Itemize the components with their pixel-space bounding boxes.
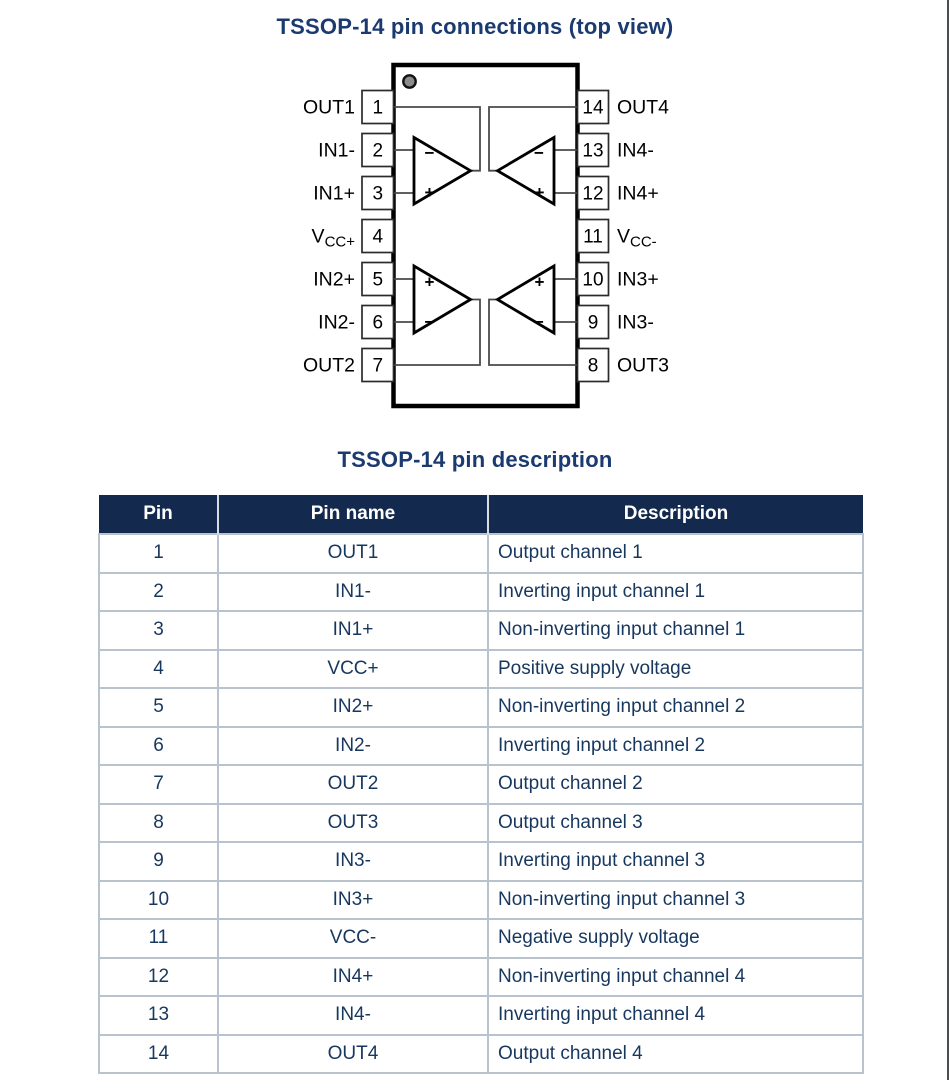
pin-connections-diagram <box>0 0 950 430</box>
cell-name: IN4- <box>218 996 488 1035</box>
pin-label-in2p-text: IN2+ <box>313 268 355 291</box>
pin-label-out2-text: OUT2 <box>302 354 355 377</box>
pin-label-in4m <box>617 140 654 162</box>
pin-label-out4 <box>617 97 669 119</box>
pin-label-out2 <box>303 355 355 377</box>
cell-name: OUT1 <box>218 534 488 573</box>
page-edge-divider <box>947 0 949 1080</box>
opamp2-plus-sign: + <box>424 272 435 292</box>
cell-pin: 6 <box>99 727 218 766</box>
pin-number-2: 2 <box>372 140 384 162</box>
table-row <box>99 765 863 804</box>
cell-name: OUT2 <box>218 765 488 804</box>
cell-name: IN3+ <box>218 881 488 920</box>
cell-name: IN2- <box>218 727 488 766</box>
pin-label-vccp-text: V <box>311 225 325 248</box>
pin-label-in2m <box>318 312 355 334</box>
opamp1-plus-sign: + <box>424 183 435 202</box>
cell-desc: Non-inverting input channel 4 <box>488 958 863 997</box>
header-pin: Pin <box>99 495 218 534</box>
pin-label-in1m-text: IN1- <box>318 139 355 162</box>
pin-label-out1 <box>303 97 355 119</box>
table-row <box>99 611 863 650</box>
pin-label-out3-text: OUT3 <box>617 354 670 377</box>
cell-desc: Output channel 1 <box>488 534 863 573</box>
cell-pin: 5 <box>99 688 218 727</box>
pin-label-in1p-text: IN1+ <box>313 182 355 205</box>
cell-name: OUT4 <box>218 1035 488 1074</box>
pin-label-out1-text: OUT1 <box>302 96 355 119</box>
header-description: Description <box>488 495 863 534</box>
table-row <box>99 804 863 843</box>
table-row <box>99 958 863 997</box>
cell-desc: Inverting input channel 4 <box>488 996 863 1035</box>
cell-pin: 14 <box>99 1035 218 1074</box>
cell-desc: Output channel 4 <box>488 1035 863 1074</box>
pin-label-vccp-sub: CC+ <box>324 233 355 251</box>
cell-pin: 3 <box>99 611 218 650</box>
pin-label-in3p <box>617 269 659 291</box>
cell-name: VCC- <box>218 919 488 958</box>
opamp4-plus-sign: + <box>534 183 545 202</box>
pin-label-in3m <box>617 312 654 334</box>
table-row <box>99 573 863 612</box>
pin-label-out4-text: OUT4 <box>617 96 670 119</box>
pin-label-in4m-text: IN4- <box>617 139 654 162</box>
pin1-orientation-dot-icon <box>403 75 415 87</box>
cell-name: IN1+ <box>218 611 488 650</box>
pin-number-9: 9 <box>587 312 599 334</box>
cell-desc: Non-inverting input channel 3 <box>488 881 863 920</box>
cell-desc: Output channel 3 <box>488 804 863 843</box>
cell-pin: 13 <box>99 996 218 1035</box>
opamp1-minus-sign: − <box>424 143 435 163</box>
cell-desc: Inverting input channel 2 <box>488 727 863 766</box>
cell-name: IN2+ <box>218 688 488 727</box>
pin-number-12: 12 <box>582 183 604 205</box>
cell-pin: 4 <box>99 650 218 689</box>
cell-desc: Output channel 2 <box>488 765 863 804</box>
pin-number-6: 6 <box>372 312 384 334</box>
opamp4-minus-sign: − <box>534 143 544 163</box>
pin-number-5: 5 <box>372 269 384 291</box>
cell-desc: Positive supply voltage <box>488 650 863 689</box>
cell-pin: 10 <box>99 881 218 920</box>
chip-body <box>394 65 578 406</box>
pin-number-8: 8 <box>587 355 599 377</box>
cell-pin: 8 <box>99 804 218 843</box>
table-row <box>99 650 863 689</box>
pin-label-out3 <box>617 355 669 377</box>
cell-desc: Inverting input channel 3 <box>488 842 863 881</box>
cell-name: VCC+ <box>218 650 488 689</box>
pin-number-7: 7 <box>372 355 384 377</box>
opamp3-minus-sign: − <box>534 312 544 332</box>
pin-label-in3m-text: IN3- <box>617 311 654 334</box>
cell-name: OUT3 <box>218 804 488 843</box>
pin-description-title: TSSOP-14 pin description <box>337 447 613 472</box>
pin-number-3: 3 <box>372 183 384 205</box>
cell-desc: Inverting input channel 1 <box>488 573 863 612</box>
pin-description-table <box>98 495 864 1074</box>
pin-number-14: 14 <box>582 97 604 119</box>
pin-label-vccm-text: V <box>617 225 631 248</box>
cell-desc: Non-inverting input channel 2 <box>488 688 863 727</box>
table-header-row <box>99 495 863 534</box>
cell-pin: 7 <box>99 765 218 804</box>
opamp2-minus-sign: − <box>424 312 435 332</box>
header-pin-name: Pin name <box>218 495 488 534</box>
table-row <box>99 727 863 766</box>
pin-label-in2m-text: IN2- <box>318 311 355 334</box>
table-row <box>99 996 863 1035</box>
cell-pin: 9 <box>99 842 218 881</box>
table-row <box>99 881 863 920</box>
pin-label-vccp <box>312 226 356 251</box>
pin-number-1: 1 <box>372 97 384 119</box>
table-row <box>99 534 863 573</box>
cell-pin: 2 <box>99 573 218 612</box>
pin-number-11: 11 <box>583 226 603 248</box>
pin-label-vccm <box>617 226 657 251</box>
pin-label-in3p-text: IN3+ <box>617 268 659 291</box>
pin-label-in2p <box>313 269 355 291</box>
table-row <box>99 842 863 881</box>
pin-label-in1p <box>313 183 355 205</box>
cell-name: IN1- <box>218 573 488 612</box>
cell-desc: Non-inverting input channel 1 <box>488 611 863 650</box>
pin-number-4: 4 <box>372 226 384 248</box>
pin-label-in1m <box>318 140 355 162</box>
pin-connections-title: TSSOP-14 pin connections (top view) <box>276 14 674 39</box>
pin-label-in4p-text: IN4+ <box>617 182 659 205</box>
pin-label-vccm-sub: CC- <box>630 233 657 251</box>
table-row <box>99 1035 863 1074</box>
cell-name: IN3- <box>218 842 488 881</box>
cell-pin: 11 <box>99 919 218 958</box>
opamp3-plus-sign: + <box>534 272 545 292</box>
pin-number-13: 13 <box>582 140 604 162</box>
pin-number-10: 10 <box>582 269 604 291</box>
pin-label-in4p <box>617 183 659 205</box>
cell-pin: 1 <box>99 534 218 573</box>
table-row <box>99 688 863 727</box>
table-row <box>99 919 863 958</box>
cell-name: IN4+ <box>218 958 488 997</box>
cell-pin: 12 <box>99 958 218 997</box>
cell-desc: Negative supply voltage <box>488 919 863 958</box>
